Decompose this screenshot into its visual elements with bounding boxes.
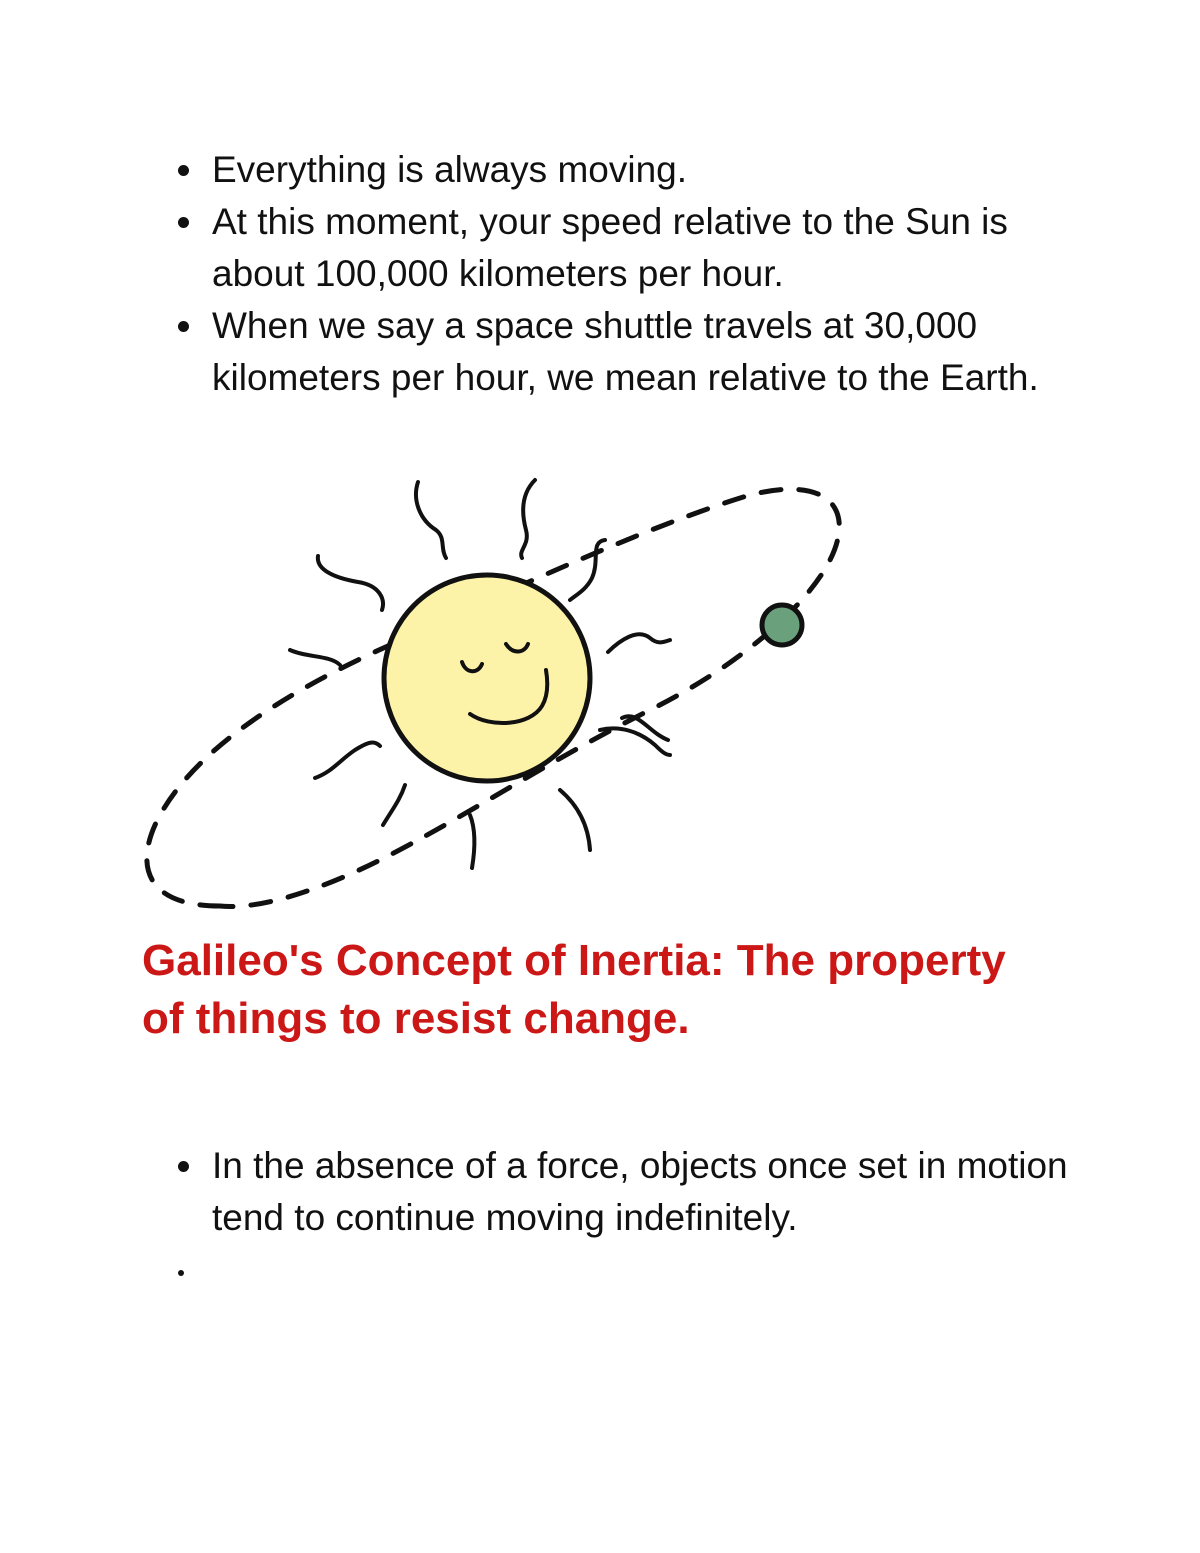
list-item [0,300,1072,404]
sun-icon [384,575,590,781]
list-item [0,1140,1072,1244]
list-item [0,144,1072,196]
bullet-icon [178,165,189,176]
section-heading: Galileo's Concept of Inertia: The property of things to resist change. [142,936,1006,1043]
bullet-icon [178,1270,184,1276]
bullet-icon [178,217,189,228]
earth-icon [762,605,802,645]
list-item-text: When we say a space shuttle travels at 30,000 kilometers per hour, we mean relative to the Earth. [212,305,1039,398]
bottom-bullet-list [0,1140,1072,1244]
bullet-icon [178,321,189,332]
list-item-text: In the absence of a force, objects once set in motion tend to continue moving indefinitely. [212,1145,1068,1238]
top-bullet-list [0,144,1072,404]
bullet-icon [178,1161,189,1172]
list-item-text: At this moment, your speed relative to the Sun is about 100,000 kilometers per hour. [212,201,1008,294]
list-item-text: Everything is always moving. [212,149,688,190]
list-item [0,196,1072,300]
sun-orbit-illustration [130,470,860,915]
